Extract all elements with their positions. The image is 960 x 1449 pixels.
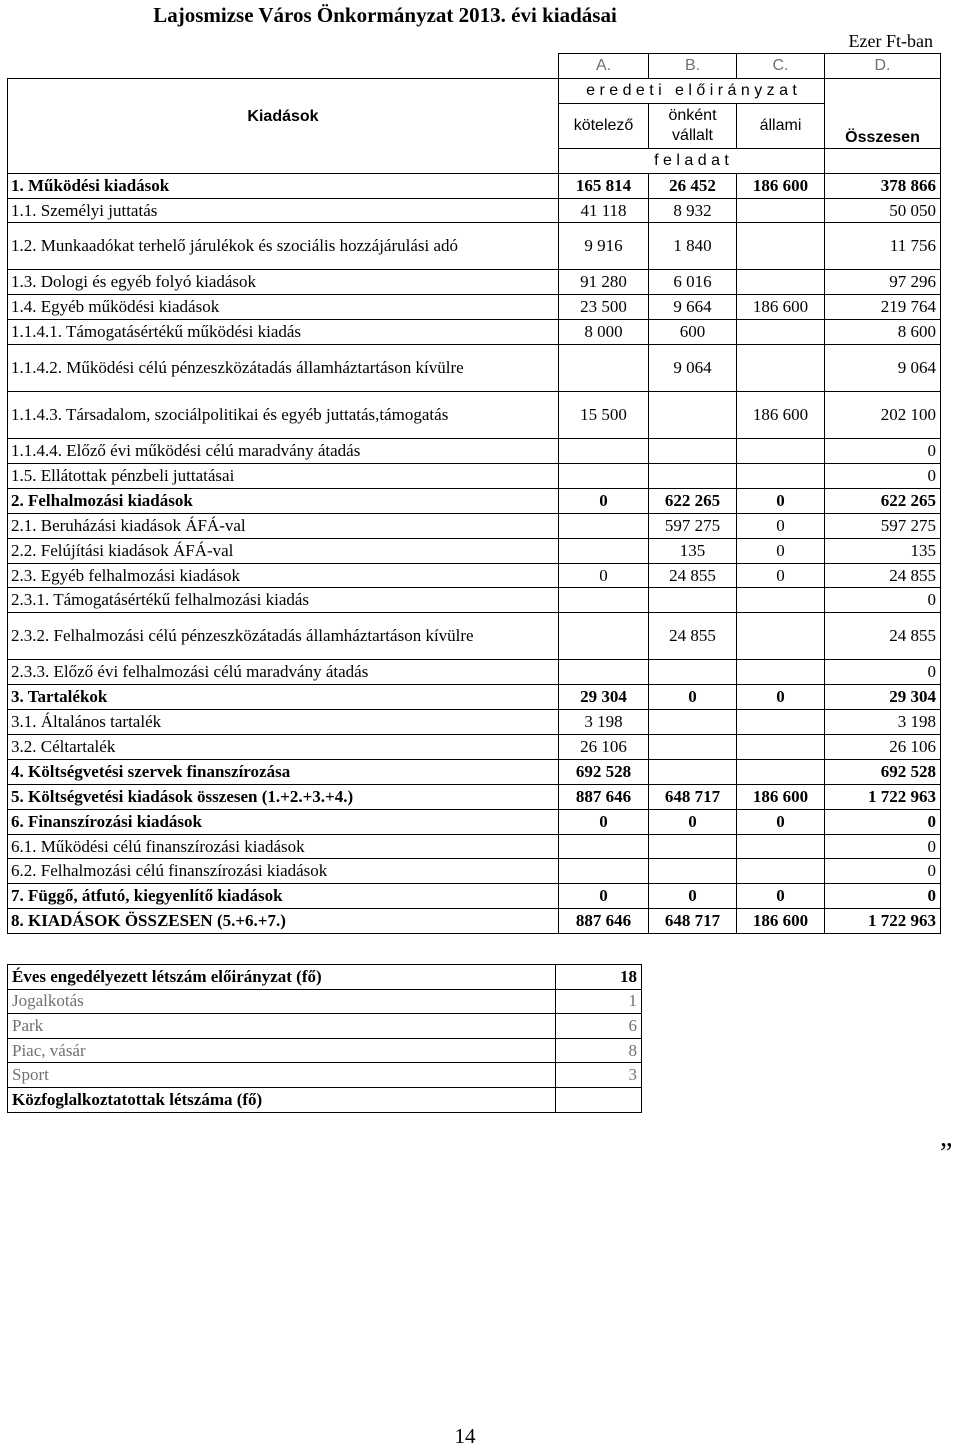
cell-a: 0 (559, 884, 649, 909)
cell-c (737, 464, 825, 489)
staff-row (8, 989, 642, 1014)
cell-c: 0 (737, 884, 825, 909)
cell-c (737, 613, 825, 660)
cell-d: 3 198 (825, 710, 941, 735)
cell-a (559, 538, 649, 563)
row-label: 2.1. Beruházási kiadások ÁFÁ-val (8, 513, 559, 538)
staff-value: 18 (556, 965, 642, 990)
cell-d: 0 (825, 859, 941, 884)
cell-c (737, 859, 825, 884)
cell-b (649, 464, 737, 489)
cell-b (649, 759, 737, 784)
cell-c (737, 320, 825, 345)
table-row (8, 464, 941, 489)
row-label: 2. Felhalmozási kiadások (8, 488, 559, 513)
cell-b (649, 859, 737, 884)
cell-c (737, 759, 825, 784)
cell-d: 0 (825, 660, 941, 685)
table-row (8, 538, 941, 563)
staff-value: 8 (556, 1038, 642, 1063)
col-header-kiadasok: Kiadások (8, 78, 559, 173)
row-label: 2.3.3. Előző évi felhalmozási célú maradvány átadás (8, 660, 559, 685)
cell-a: 0 (559, 809, 649, 834)
cell-b: 0 (649, 685, 737, 710)
cell-d: 202 100 (825, 392, 941, 439)
cell-d: 97 296 (825, 270, 941, 295)
cell-a: 692 528 (559, 759, 649, 784)
row-label: 1.1. Személyi juttatás (8, 198, 559, 223)
cell-a: 91 280 (559, 270, 649, 295)
table-row (8, 223, 941, 270)
cell-c (737, 588, 825, 613)
row-label: 1.5. Ellátottak pénzbeli juttatásai (8, 464, 559, 489)
cell-b (649, 710, 737, 735)
cell-a (559, 834, 649, 859)
row-label: 7. Függő, átfutó, kiegyenlítő kiadások (8, 884, 559, 909)
table-row (8, 563, 941, 588)
cell-b (649, 735, 737, 760)
cell-b: 1 840 (649, 223, 737, 270)
table-row (8, 884, 941, 909)
table-row (8, 859, 941, 884)
cell-b: 24 855 (649, 563, 737, 588)
row-label: 1.1.4.4. Előző évi működési célú maradvány átadás (8, 439, 559, 464)
cell-a (559, 588, 649, 613)
cell-a: 29 304 (559, 685, 649, 710)
col-letter-d: D. (825, 54, 941, 79)
staff-label: Park (8, 1014, 556, 1039)
row-label: 1.2. Munkaadókat terhelő járulékok és szociális hozzájárulási adó (8, 223, 559, 270)
cell-a (559, 613, 649, 660)
row-label: 1.3. Dologi és egyéb folyó kiadások (8, 270, 559, 295)
cell-a: 8 000 (559, 320, 649, 345)
cell-b (649, 834, 737, 859)
staff-table (7, 964, 642, 1113)
staff-row (8, 1014, 642, 1039)
cell-a (559, 439, 649, 464)
cell-d: 8 600 (825, 320, 941, 345)
table-row (8, 173, 941, 198)
cell-d: 378 866 (825, 173, 941, 198)
row-label: 6.1. Működési célú finanszírozási kiadások (8, 834, 559, 859)
cell-b: 0 (649, 884, 737, 909)
cell-a: 26 106 (559, 735, 649, 760)
staff-row (8, 1063, 642, 1088)
row-label: 5. Költségvetési kiadások összesen (1.+2.+3.+4.) (8, 784, 559, 809)
cell-b (649, 439, 737, 464)
row-label: 1.4. Egyéb működési kiadások (8, 295, 559, 320)
cell-c: 186 600 (737, 392, 825, 439)
table-row (8, 735, 941, 760)
cell-a: 165 814 (559, 173, 649, 198)
cell-b: 9 664 (649, 295, 737, 320)
cell-b: 622 265 (649, 488, 737, 513)
col-header-kotelezo: kötelező (559, 103, 649, 148)
header-eredeti-eloiranyzat: e r e d e t i e l ő i r á n y z a t (559, 78, 825, 103)
cell-c: 186 600 (737, 295, 825, 320)
staff-value: 6 (556, 1014, 642, 1039)
staff-row (8, 1038, 642, 1063)
col-letter-b: B. (649, 54, 737, 79)
cell-a: 41 118 (559, 198, 649, 223)
cell-d: 11 756 (825, 223, 941, 270)
cell-a (559, 513, 649, 538)
table-row (8, 295, 941, 320)
cell-b (649, 588, 737, 613)
cell-d: 24 855 (825, 563, 941, 588)
col-letter-c: C. (737, 54, 825, 79)
cell-d: 1 722 963 (825, 909, 941, 934)
page-number: 14 (454, 1424, 476, 1448)
cell-b: 597 275 (649, 513, 737, 538)
row-label: 2.3. Egyéb felhalmozási kiadások (8, 563, 559, 588)
cell-a: 887 646 (559, 784, 649, 809)
unit-label: Ezer Ft-ban (848, 31, 933, 51)
cell-b (649, 392, 737, 439)
cell-c: 0 (737, 538, 825, 563)
cell-c: 0 (737, 809, 825, 834)
row-label: 1.1.4.3. Társadalom, szociálpolitikai és egyéb juttatás,támogatás (8, 392, 559, 439)
cell-a: 23 500 (559, 295, 649, 320)
row-label: 6.2. Felhalmozási célú finanszírozási kiadások (8, 859, 559, 884)
cell-b: 135 (649, 538, 737, 563)
cell-d: 0 (825, 834, 941, 859)
table-row (8, 660, 941, 685)
cell-a: 887 646 (559, 909, 649, 934)
table-row (8, 198, 941, 223)
row-label: 8. KIADÁSOK ÖSSZESEN (5.+6.+7.) (8, 909, 559, 934)
row-label: 1. Működési kiadások (8, 173, 559, 198)
cell-c (737, 735, 825, 760)
staff-value: 3 (556, 1063, 642, 1088)
cell-a: 15 500 (559, 392, 649, 439)
cell-c (737, 223, 825, 270)
cell-b (649, 660, 737, 685)
cell-b: 648 717 (649, 909, 737, 934)
cell-a: 0 (559, 563, 649, 588)
cell-c: 186 600 (737, 784, 825, 809)
row-label: 1.1.4.1. Támogatásértékű működési kiadás (8, 320, 559, 345)
row-label: 4. Költségvetési szervek finanszírozása (8, 759, 559, 784)
staff-label: Közfoglalkoztatottak létszáma (fő) (8, 1087, 556, 1112)
closing-quote: „ (940, 1122, 953, 1153)
row-label: 3.2. Céltartalék (8, 735, 559, 760)
expenses-table (7, 53, 941, 934)
cell-d: 0 (825, 439, 941, 464)
cell-d: 9 064 (825, 345, 941, 392)
row-label: 3.1. Általános tartalék (8, 710, 559, 735)
cell-d: 24 855 (825, 613, 941, 660)
table-row (8, 488, 941, 513)
cell-d: 0 (825, 464, 941, 489)
table-row (8, 809, 941, 834)
staff-label: Jogalkotás (8, 989, 556, 1014)
table-row (8, 270, 941, 295)
cell-d: 0 (825, 588, 941, 613)
page-title: Lajosmizse Város Önkormányzat 2013. évi kiadásai (153, 3, 617, 27)
header-feladat: f e l a d a t (559, 148, 825, 173)
cell-c (737, 270, 825, 295)
table-row (8, 834, 941, 859)
row-label: 2.2. Felújítási kiadások ÁFÁ-val (8, 538, 559, 563)
table-row (8, 710, 941, 735)
cell-c (737, 198, 825, 223)
cell-c (737, 439, 825, 464)
cell-b: 8 932 (649, 198, 737, 223)
col-header-onkent: önként vállalt (649, 103, 737, 148)
table-row (8, 588, 941, 613)
cell-d: 1 722 963 (825, 784, 941, 809)
table-row (8, 320, 941, 345)
staff-label: Piac, vásár (8, 1038, 556, 1063)
cell-d: 219 764 (825, 295, 941, 320)
table-row (8, 784, 941, 809)
cell-c: 0 (737, 685, 825, 710)
cell-d: 597 275 (825, 513, 941, 538)
cell-d: 0 (825, 809, 941, 834)
cell-c (737, 345, 825, 392)
col-header-allami: állami (737, 103, 825, 148)
row-label: 1.1.4.2. Működési célú pénzeszközátadás államháztartáson kívülre (8, 345, 559, 392)
header-empty (8, 54, 559, 79)
table-row (8, 909, 941, 934)
cell-d: 0 (825, 884, 941, 909)
cell-a (559, 660, 649, 685)
cell-a (559, 345, 649, 392)
cell-b: 6 016 (649, 270, 737, 295)
cell-d: 135 (825, 538, 941, 563)
row-label: 2.3.2. Felhalmozási célú pénzeszközátadás államháztartáson kívülre (8, 613, 559, 660)
cell-c (737, 660, 825, 685)
staff-row (8, 965, 642, 990)
col-letter-a: A. (559, 54, 649, 79)
table-row (8, 345, 941, 392)
table-row (8, 613, 941, 660)
cell-b: 600 (649, 320, 737, 345)
table-row (8, 759, 941, 784)
staff-value: 1 (556, 989, 642, 1014)
staff-label: Éves engedélyezett létszám előirányzat (fő) (8, 965, 556, 990)
cell-b: 648 717 (649, 784, 737, 809)
table-row (8, 513, 941, 538)
cell-b: 0 (649, 809, 737, 834)
cell-c: 186 600 (737, 909, 825, 934)
cell-d: 692 528 (825, 759, 941, 784)
cell-a (559, 464, 649, 489)
cell-c: 0 (737, 513, 825, 538)
cell-d: 29 304 (825, 685, 941, 710)
table-row (8, 685, 941, 710)
cell-c: 0 (737, 563, 825, 588)
row-label: 6. Finanszírozási kiadások (8, 809, 559, 834)
cell-a (559, 859, 649, 884)
row-label: 3. Tartalékok (8, 685, 559, 710)
cell-a: 0 (559, 488, 649, 513)
cell-b: 9 064 (649, 345, 737, 392)
cell-a: 9 916 (559, 223, 649, 270)
cell-a: 3 198 (559, 710, 649, 735)
cell-b: 24 855 (649, 613, 737, 660)
table-row (8, 439, 941, 464)
staff-row (8, 1087, 642, 1112)
col-header-osszesen: Összesen (825, 78, 941, 148)
cell-d: 50 050 (825, 198, 941, 223)
cell-c: 186 600 (737, 173, 825, 198)
cell-c (737, 710, 825, 735)
cell-d: 26 106 (825, 735, 941, 760)
header-osszesen-blank (825, 148, 941, 173)
staff-label: Sport (8, 1063, 556, 1088)
cell-b: 26 452 (649, 173, 737, 198)
cell-c: 0 (737, 488, 825, 513)
cell-d: 622 265 (825, 488, 941, 513)
staff-value (556, 1087, 642, 1112)
row-label: 2.3.1. Támogatásértékű felhalmozási kiadás (8, 588, 559, 613)
cell-c (737, 834, 825, 859)
table-row (8, 392, 941, 439)
